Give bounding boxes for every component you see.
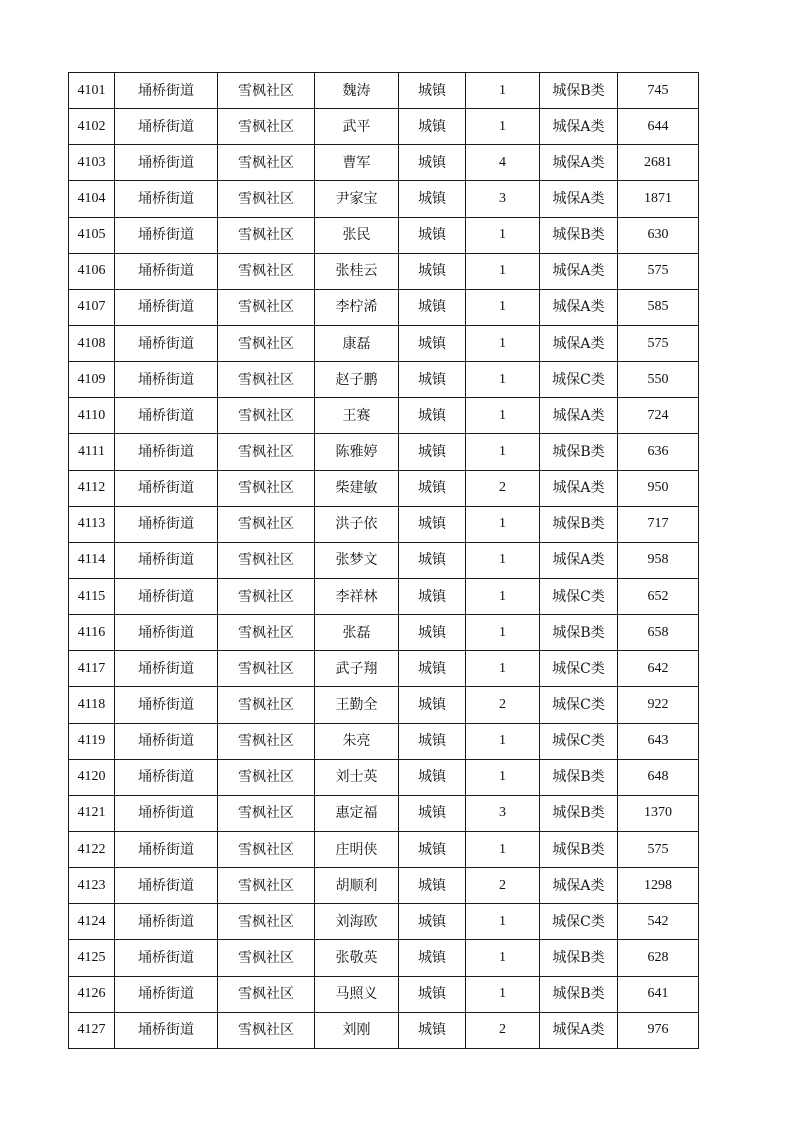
subdistrict-cell: 埇桥街道 (115, 687, 218, 723)
insurance-category-cell: 城保A类 (540, 398, 618, 434)
community-cell: 雪枫社区 (218, 434, 315, 470)
community-cell: 雪枫社区 (218, 109, 315, 145)
table-row (69, 145, 699, 181)
amount-cell: 630 (618, 217, 699, 253)
household-size-cell: 1 (466, 289, 540, 325)
household-type-cell: 城镇 (399, 904, 466, 940)
serial-number-cell: 4114 (69, 542, 115, 578)
serial-number-cell: 4123 (69, 868, 115, 904)
amount-cell: 958 (618, 542, 699, 578)
table-row (69, 181, 699, 217)
amount-cell: 575 (618, 253, 699, 289)
household-size-cell: 1 (466, 723, 540, 759)
community-cell: 雪枫社区 (218, 904, 315, 940)
serial-number-cell: 4125 (69, 940, 115, 976)
community-cell: 雪枫社区 (218, 1012, 315, 1048)
insurance-category-cell: 城保C类 (540, 904, 618, 940)
serial-number-cell: 4119 (69, 723, 115, 759)
insurance-category-cell: 城保A类 (540, 109, 618, 145)
amount-cell: 628 (618, 940, 699, 976)
insurance-category-cell: 城保A类 (540, 325, 618, 361)
serial-number-cell: 4102 (69, 109, 115, 145)
serial-number-cell: 4118 (69, 687, 115, 723)
table-row (69, 542, 699, 578)
household-type-cell: 城镇 (399, 109, 466, 145)
table-row (69, 217, 699, 253)
name-cell: 魏涛 (315, 73, 399, 109)
name-cell: 曹军 (315, 145, 399, 181)
household-type-cell: 城镇 (399, 831, 466, 867)
amount-cell: 976 (618, 1012, 699, 1048)
amount-cell: 575 (618, 325, 699, 361)
household-size-cell: 3 (466, 181, 540, 217)
household-size-cell: 1 (466, 325, 540, 361)
insurance-category-cell: 城保A类 (540, 289, 618, 325)
table-row (69, 868, 699, 904)
community-cell: 雪枫社区 (218, 940, 315, 976)
community-cell: 雪枫社区 (218, 506, 315, 542)
subdistrict-cell: 埇桥街道 (115, 831, 218, 867)
serial-number-cell: 4112 (69, 470, 115, 506)
insurance-category-cell: 城保C类 (540, 651, 618, 687)
name-cell: 陈雅婷 (315, 434, 399, 470)
household-type-cell: 城镇 (399, 253, 466, 289)
amount-cell: 652 (618, 578, 699, 614)
subdistrict-cell: 埇桥街道 (115, 325, 218, 361)
subdistrict-cell: 埇桥街道 (115, 289, 218, 325)
amount-cell: 575 (618, 831, 699, 867)
subdistrict-cell: 埇桥街道 (115, 542, 218, 578)
document-page (68, 72, 699, 1049)
name-cell: 胡顺利 (315, 868, 399, 904)
household-type-cell: 城镇 (399, 1012, 466, 1048)
table-row (69, 578, 699, 614)
subdistrict-cell: 埇桥街道 (115, 651, 218, 687)
community-cell: 雪枫社区 (218, 976, 315, 1012)
name-cell: 朱亮 (315, 723, 399, 759)
subdistrict-cell: 埇桥街道 (115, 362, 218, 398)
subdistrict-cell: 埇桥街道 (115, 1012, 218, 1048)
serial-number-cell: 4107 (69, 289, 115, 325)
amount-cell: 1298 (618, 868, 699, 904)
insurance-category-cell: 城保C类 (540, 578, 618, 614)
household-size-cell: 1 (466, 976, 540, 1012)
serial-number-cell: 4115 (69, 578, 115, 614)
community-cell: 雪枫社区 (218, 289, 315, 325)
table-row (69, 976, 699, 1012)
household-size-cell: 2 (466, 868, 540, 904)
subdistrict-cell: 埇桥街道 (115, 578, 218, 614)
insurance-category-cell: 城保C类 (540, 362, 618, 398)
household-type-cell: 城镇 (399, 181, 466, 217)
table-body (69, 73, 699, 1049)
insurance-category-cell: 城保C类 (540, 723, 618, 759)
serial-number-cell: 4108 (69, 325, 115, 361)
name-cell: 李祥林 (315, 578, 399, 614)
community-cell: 雪枫社区 (218, 145, 315, 181)
serial-number-cell: 4124 (69, 904, 115, 940)
insurance-category-cell: 城保C类 (540, 687, 618, 723)
subdistrict-cell: 埇桥街道 (115, 181, 218, 217)
name-cell: 赵子鹏 (315, 362, 399, 398)
household-size-cell: 1 (466, 506, 540, 542)
community-cell: 雪枫社区 (218, 795, 315, 831)
subdistrict-cell: 埇桥街道 (115, 904, 218, 940)
insurance-category-cell: 城保B类 (540, 73, 618, 109)
name-cell: 洪子依 (315, 506, 399, 542)
community-cell: 雪枫社区 (218, 651, 315, 687)
table-row (69, 615, 699, 651)
subdistrict-cell: 埇桥街道 (115, 976, 218, 1012)
subdistrict-cell: 埇桥街道 (115, 759, 218, 795)
insurance-category-cell: 城保A类 (540, 868, 618, 904)
amount-cell: 641 (618, 976, 699, 1012)
amount-cell: 642 (618, 651, 699, 687)
insurance-category-cell: 城保A类 (540, 145, 618, 181)
insurance-category-cell: 城保A类 (540, 1012, 618, 1048)
serial-number-cell: 4111 (69, 434, 115, 470)
name-cell: 庄明侠 (315, 831, 399, 867)
serial-number-cell: 4109 (69, 362, 115, 398)
community-cell: 雪枫社区 (218, 217, 315, 253)
household-size-cell: 1 (466, 578, 540, 614)
insurance-category-cell: 城保B类 (540, 795, 618, 831)
name-cell: 尹家宝 (315, 181, 399, 217)
serial-number-cell: 4122 (69, 831, 115, 867)
insurance-category-cell: 城保A类 (540, 253, 618, 289)
household-type-cell: 城镇 (399, 651, 466, 687)
household-type-cell: 城镇 (399, 470, 466, 506)
beneficiary-table (68, 72, 699, 1049)
name-cell: 张敬英 (315, 940, 399, 976)
name-cell: 张梦文 (315, 542, 399, 578)
table-row (69, 723, 699, 759)
household-size-cell: 2 (466, 470, 540, 506)
insurance-category-cell: 城保B类 (540, 217, 618, 253)
table-row (69, 73, 699, 109)
household-type-cell: 城镇 (399, 976, 466, 1012)
insurance-category-cell: 城保B类 (540, 506, 618, 542)
household-type-cell: 城镇 (399, 362, 466, 398)
insurance-category-cell: 城保B类 (540, 434, 618, 470)
community-cell: 雪枫社区 (218, 73, 315, 109)
household-size-cell: 1 (466, 398, 540, 434)
table-row (69, 289, 699, 325)
household-type-cell: 城镇 (399, 687, 466, 723)
household-size-cell: 1 (466, 651, 540, 687)
name-cell: 张民 (315, 217, 399, 253)
name-cell: 王赛 (315, 398, 399, 434)
subdistrict-cell: 埇桥街道 (115, 723, 218, 759)
household-type-cell: 城镇 (399, 398, 466, 434)
serial-number-cell: 4101 (69, 73, 115, 109)
household-size-cell: 1 (466, 542, 540, 578)
household-type-cell: 城镇 (399, 434, 466, 470)
household-size-cell: 1 (466, 831, 540, 867)
name-cell: 柴建敏 (315, 470, 399, 506)
household-size-cell: 1 (466, 615, 540, 651)
subdistrict-cell: 埇桥街道 (115, 109, 218, 145)
name-cell: 刘刚 (315, 1012, 399, 1048)
household-size-cell: 1 (466, 362, 540, 398)
table-row (69, 759, 699, 795)
household-type-cell: 城镇 (399, 289, 466, 325)
table-row (69, 253, 699, 289)
table-row (69, 434, 699, 470)
table-row (69, 687, 699, 723)
amount-cell: 950 (618, 470, 699, 506)
name-cell: 张磊 (315, 615, 399, 651)
table-row (69, 362, 699, 398)
household-type-cell: 城镇 (399, 325, 466, 361)
subdistrict-cell: 埇桥街道 (115, 434, 218, 470)
subdistrict-cell: 埇桥街道 (115, 398, 218, 434)
amount-cell: 644 (618, 109, 699, 145)
serial-number-cell: 4117 (69, 651, 115, 687)
community-cell: 雪枫社区 (218, 362, 315, 398)
serial-number-cell: 4110 (69, 398, 115, 434)
serial-number-cell: 4120 (69, 759, 115, 795)
household-type-cell: 城镇 (399, 868, 466, 904)
household-size-cell: 1 (466, 73, 540, 109)
table-row (69, 1012, 699, 1048)
amount-cell: 724 (618, 398, 699, 434)
household-type-cell: 城镇 (399, 73, 466, 109)
household-size-cell: 1 (466, 109, 540, 145)
household-type-cell: 城镇 (399, 145, 466, 181)
insurance-category-cell: 城保A类 (540, 470, 618, 506)
household-type-cell: 城镇 (399, 795, 466, 831)
insurance-category-cell: 城保B类 (540, 976, 618, 1012)
community-cell: 雪枫社区 (218, 759, 315, 795)
amount-cell: 1370 (618, 795, 699, 831)
serial-number-cell: 4116 (69, 615, 115, 651)
household-size-cell: 1 (466, 940, 540, 976)
community-cell: 雪枫社区 (218, 181, 315, 217)
amount-cell: 717 (618, 506, 699, 542)
amount-cell: 2681 (618, 145, 699, 181)
name-cell: 张桂云 (315, 253, 399, 289)
household-size-cell: 2 (466, 1012, 540, 1048)
amount-cell: 745 (618, 73, 699, 109)
insurance-category-cell: 城保A类 (540, 181, 618, 217)
name-cell: 刘海欧 (315, 904, 399, 940)
household-type-cell: 城镇 (399, 542, 466, 578)
subdistrict-cell: 埇桥街道 (115, 470, 218, 506)
insurance-category-cell: 城保B类 (540, 940, 618, 976)
table-row (69, 506, 699, 542)
household-size-cell: 3 (466, 795, 540, 831)
serial-number-cell: 4103 (69, 145, 115, 181)
household-size-cell: 1 (466, 434, 540, 470)
community-cell: 雪枫社区 (218, 687, 315, 723)
table-row (69, 904, 699, 940)
community-cell: 雪枫社区 (218, 398, 315, 434)
amount-cell: 643 (618, 723, 699, 759)
community-cell: 雪枫社区 (218, 542, 315, 578)
household-type-cell: 城镇 (399, 723, 466, 759)
table-row (69, 831, 699, 867)
subdistrict-cell: 埇桥街道 (115, 868, 218, 904)
amount-cell: 922 (618, 687, 699, 723)
serial-number-cell: 4113 (69, 506, 115, 542)
household-size-cell: 1 (466, 253, 540, 289)
community-cell: 雪枫社区 (218, 831, 315, 867)
community-cell: 雪枫社区 (218, 615, 315, 651)
household-type-cell: 城镇 (399, 615, 466, 651)
serial-number-cell: 4121 (69, 795, 115, 831)
serial-number-cell: 4106 (69, 253, 115, 289)
household-type-cell: 城镇 (399, 506, 466, 542)
subdistrict-cell: 埇桥街道 (115, 940, 218, 976)
insurance-category-cell: 城保B类 (540, 759, 618, 795)
serial-number-cell: 4126 (69, 976, 115, 1012)
name-cell: 惠定福 (315, 795, 399, 831)
table-row (69, 795, 699, 831)
name-cell: 康磊 (315, 325, 399, 361)
table-row (69, 109, 699, 145)
household-type-cell: 城镇 (399, 578, 466, 614)
community-cell: 雪枫社区 (218, 578, 315, 614)
table-row (69, 470, 699, 506)
serial-number-cell: 4104 (69, 181, 115, 217)
community-cell: 雪枫社区 (218, 723, 315, 759)
name-cell: 武平 (315, 109, 399, 145)
name-cell: 李柠浠 (315, 289, 399, 325)
insurance-category-cell: 城保B类 (540, 831, 618, 867)
household-type-cell: 城镇 (399, 217, 466, 253)
subdistrict-cell: 埇桥街道 (115, 145, 218, 181)
serial-number-cell: 4127 (69, 1012, 115, 1048)
household-type-cell: 城镇 (399, 759, 466, 795)
community-cell: 雪枫社区 (218, 868, 315, 904)
name-cell: 武子翔 (315, 651, 399, 687)
amount-cell: 648 (618, 759, 699, 795)
household-size-cell: 1 (466, 904, 540, 940)
subdistrict-cell: 埇桥街道 (115, 506, 218, 542)
table-row (69, 651, 699, 687)
subdistrict-cell: 埇桥街道 (115, 615, 218, 651)
amount-cell: 585 (618, 289, 699, 325)
table-row (69, 325, 699, 361)
table-row (69, 398, 699, 434)
household-type-cell: 城镇 (399, 940, 466, 976)
amount-cell: 542 (618, 904, 699, 940)
amount-cell: 1871 (618, 181, 699, 217)
subdistrict-cell: 埇桥街道 (115, 795, 218, 831)
name-cell: 马照义 (315, 976, 399, 1012)
name-cell: 刘士英 (315, 759, 399, 795)
amount-cell: 550 (618, 362, 699, 398)
subdistrict-cell: 埇桥街道 (115, 253, 218, 289)
amount-cell: 636 (618, 434, 699, 470)
name-cell: 王勤全 (315, 687, 399, 723)
community-cell: 雪枫社区 (218, 253, 315, 289)
community-cell: 雪枫社区 (218, 470, 315, 506)
amount-cell: 658 (618, 615, 699, 651)
insurance-category-cell: 城保B类 (540, 615, 618, 651)
household-size-cell: 1 (466, 759, 540, 795)
household-size-cell: 4 (466, 145, 540, 181)
subdistrict-cell: 埇桥街道 (115, 73, 218, 109)
household-size-cell: 1 (466, 217, 540, 253)
table-row (69, 940, 699, 976)
serial-number-cell: 4105 (69, 217, 115, 253)
subdistrict-cell: 埇桥街道 (115, 217, 218, 253)
community-cell: 雪枫社区 (218, 325, 315, 361)
insurance-category-cell: 城保A类 (540, 542, 618, 578)
household-size-cell: 2 (466, 687, 540, 723)
